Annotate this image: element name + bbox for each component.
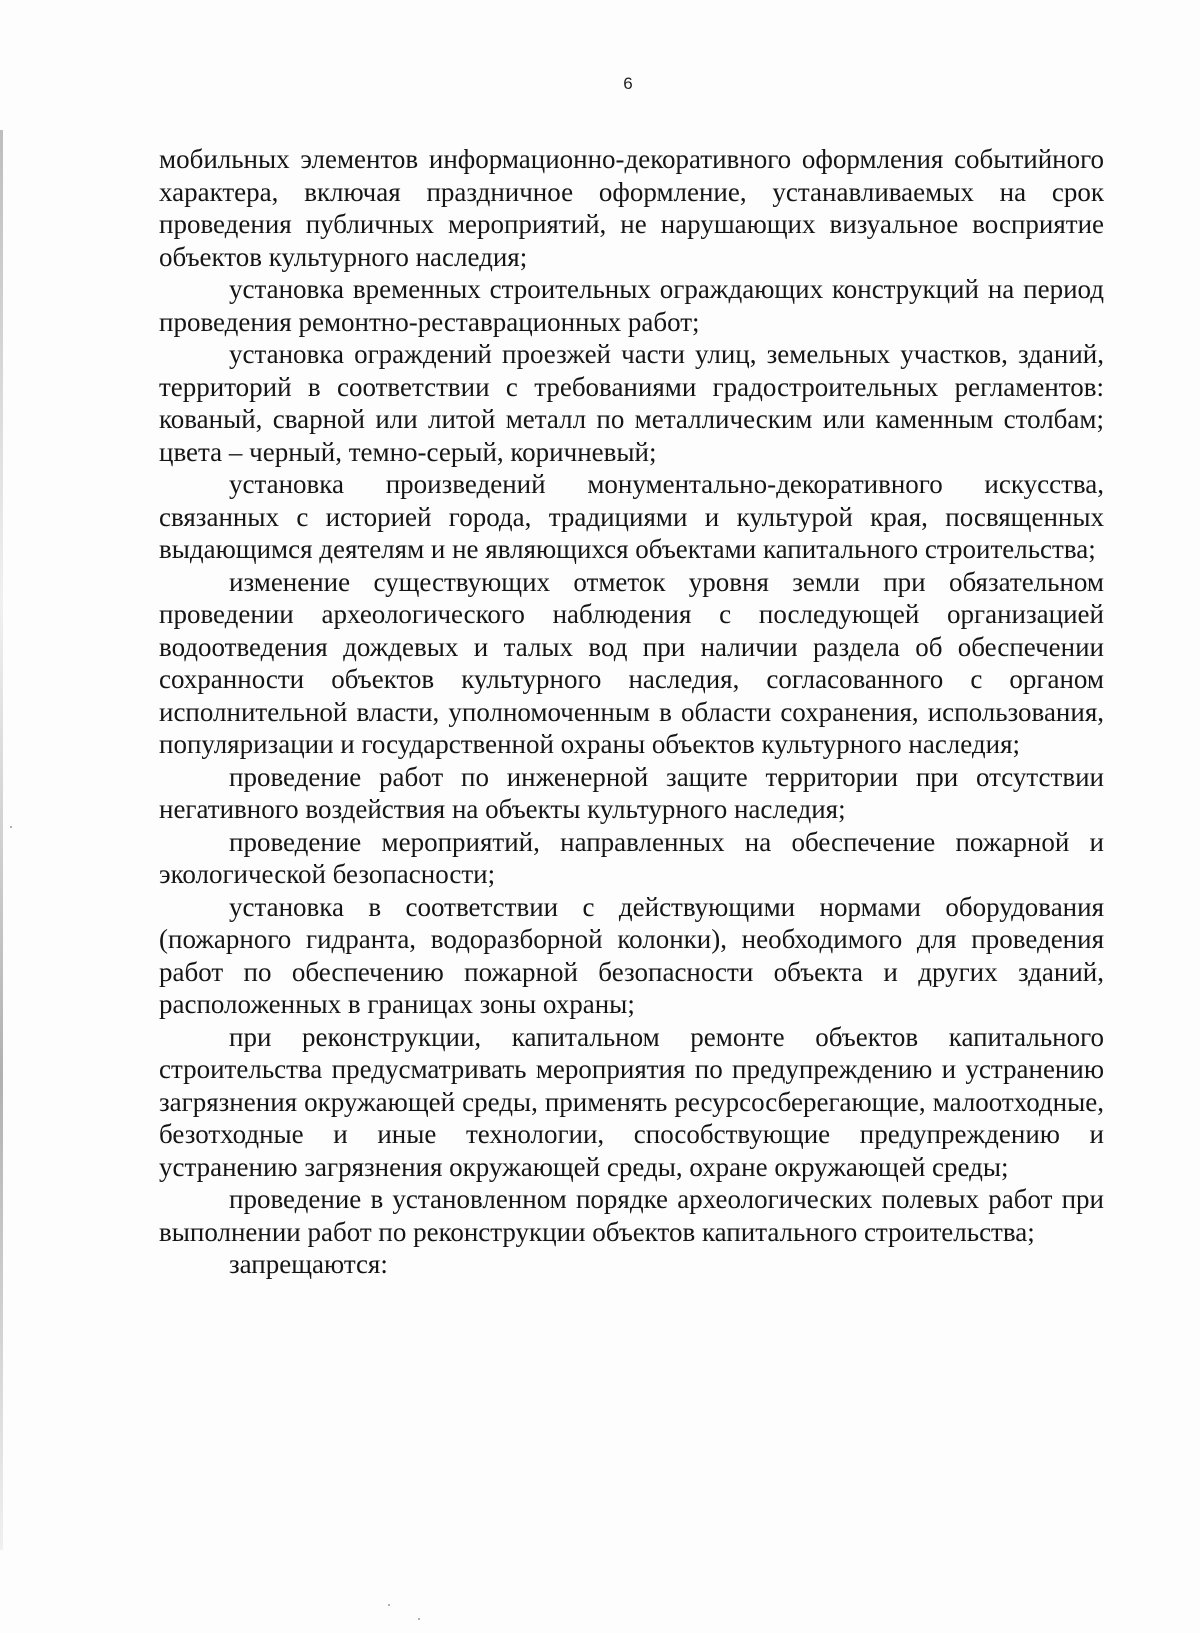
scan-speck <box>418 1618 420 1620</box>
document-body <box>159 143 1104 1281</box>
paragraph: запрещаются: <box>229 1249 388 1279</box>
paragraph: мобильных элементов информационно-декоративного оформления событийного характера, включая праздничное оформление, устанавливаемых на срок проведения публичных мероприятий, не нарушающих визуальное восприятие объектов культурного наследия; <box>159 144 1104 272</box>
paragraph: проведение мероприятий, направленных на обеспечение пожарной и экологической безопасности; <box>159 826 1104 889</box>
paragraph: установка временных строительных ограждающих конструкций на период проведения ремонтно-реставрационных работ; <box>159 274 1104 337</box>
paragraph: при реконструкции, капитальном ремонте объектов капитального строительства предусматривать мероприятия по предупреждению и устранению загрязнения окружающей среды, применять ресурсосберегающие, малоотходные, безотходные и иные технологии, способствующие предупреждению и устранению загрязнения окружающей среды, охране окружающей среды; <box>159 1021 1104 1182</box>
scan-speck <box>10 826 12 828</box>
paragraph: установка в соответствии с действующими нормами оборудования (пожарного гидранта, водоразборной колонки), необходимого для проведения работ по обеспечению пожарной безопасности объекта и других зданий, расположенных в границах зоны охраны; <box>159 891 1104 1019</box>
paragraph: проведение работ по инженерной защите территории при отсутствии негативного воздействия на объекты культурного наследия; <box>159 761 1104 824</box>
paragraph: установка произведений монументально-декоративного искусства, связанных с историей города, традициями и культурой края, посвященных выдающимся деятелям и не являющихся объектами капитального строительства; <box>159 469 1104 564</box>
paragraph: проведение в установленном порядке археологических полевых работ при выполнении работ по реконструкции объектов капитального строительства; <box>159 1184 1104 1247</box>
paragraph: установка ограждений проезжей части улиц, земельных участков, зданий, территорий в соответствии с требованиями градостроительных регламентов: кованый, сварной или литой металл по металлическим или каменным столбам; цвета – черный, темно-серый, коричневый; <box>159 339 1104 467</box>
page-number: 6 <box>623 74 633 93</box>
paragraph: изменение существующих отметок уровня земли при обязательном проведении археологического наблюдения с последующей организацией водоотведения дождевых и талых вод при наличии раздела об обеспечении сохранности объектов культурного наследия, согласованного с органом исполнительной власти, уполномоченным в области сохранения, использования, популяризации и государственной охраны объектов культурного наследия; <box>159 566 1104 759</box>
scan-speck <box>388 1604 390 1606</box>
scan-edge-shadow <box>0 130 3 1550</box>
